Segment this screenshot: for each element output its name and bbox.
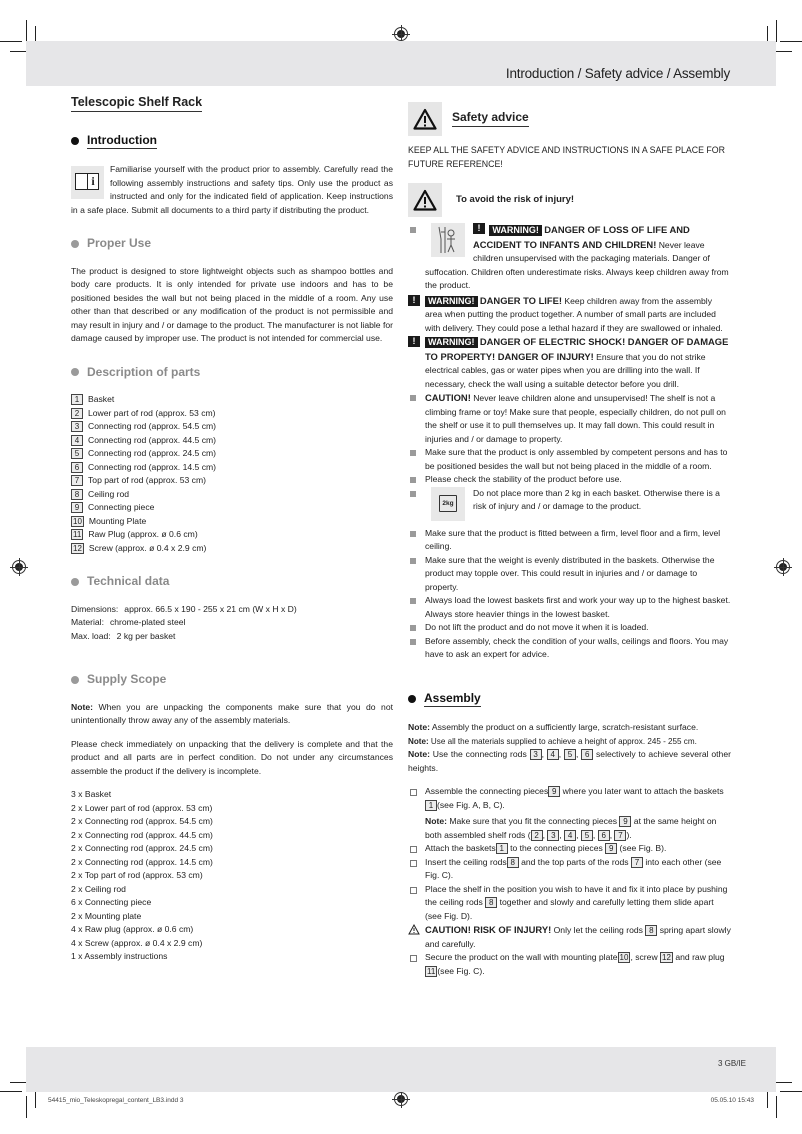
crop-mark — [0, 1091, 22, 1092]
crop-mark — [780, 1091, 802, 1092]
part-item: 9 Connecting piece — [71, 501, 393, 515]
crop-mark — [26, 1096, 27, 1118]
warning-danger-to-life: ! WARNING! DANGER TO LIFE! Keep children away from the assembly area when putting the product together. A number of small parts are included with delivery. They could pose a lethal hazard if they are swallowed or inhaled. — [408, 294, 731, 336]
part-item: 7 Top part of rod (approx. 53 cm) — [71, 474, 393, 488]
part-item: 8 Ceiling rod — [71, 488, 393, 502]
supply-check-text: Please check immediately on unpacking that the delivery is complete and that the product and all parts are in perfect condition. Do not under any circumstances assemble the product if the delivery is incomplete. — [71, 738, 393, 776]
supply-item: 4 x Screw (approx. ø 0.4 x 2.9 cm) — [71, 937, 203, 948]
section-heading-supply-scope: Supply Scope — [71, 673, 393, 687]
safety-bullet: Before assembly, check the condition of your walls, ceilings and floors. You may have to ask an expert for advice. — [408, 635, 731, 662]
bullet-dot-icon — [71, 578, 79, 586]
introduction-block — [71, 163, 393, 217]
warning-triangle-icon — [408, 183, 442, 217]
print-slug-date: 05.05.10 15:43 — [710, 1097, 754, 1104]
supply-item: 2 x Lower part of rod (approx. 53 cm) — [71, 802, 213, 813]
bullet-dot-icon — [408, 695, 416, 703]
crop-mark — [776, 20, 777, 42]
part-item: 6 Connecting rod (approx. 14.5 cm) — [71, 461, 393, 475]
part-item: 5 Connecting rod (approx. 24.5 cm) — [71, 447, 393, 461]
supply-item: 2 x Connecting rod (approx. 24.5 cm) — [71, 843, 213, 853]
registration-mark-left — [12, 560, 26, 574]
supply-item: 2 x Mounting plate — [71, 910, 142, 921]
part-item: 2 Lower part of rod (approx. 53 cm) — [71, 407, 393, 421]
warning-electric-shock: ! WARNING! DANGER OF ELECTRIC SHOCK! DANGER OF DAMAGE TO PROPERTY! DANGER OF INJURY! Ensure that you do not strike electrical cables, gas or water pipes when you are drilling into the wall. If necessary, check the wall using a suitable detector before you drill. — [408, 335, 731, 391]
registration-mark-right — [776, 560, 790, 574]
section-heading-safety: Safety advice — [408, 102, 731, 136]
assembly-step-5: Secure the product on the wall with mounting plate 10 , screw 12 and raw plug 11 (see Fig. C). — [408, 951, 731, 978]
safety-bullet: Make sure that the product is only assembled by competent persons and has to be positioned besides the wall but not being placed in the middle of a room. — [408, 446, 731, 473]
child-packaging-icon — [431, 223, 465, 257]
warning-triangle-icon — [408, 102, 442, 136]
supply-note: Note: When you are unpacking the components make sure that you do not unintentionally throw away any of the assembly materials. — [71, 701, 393, 725]
supply-item: 3 x Basket — [71, 789, 112, 799]
supply-item: 1 x Assembly instructions — [71, 951, 168, 961]
tech-row-material: Material: chrome-plated steel — [71, 617, 186, 627]
crop-mark — [0, 41, 22, 42]
read-manual-icon: i — [71, 166, 104, 199]
safety-bullet: Make sure that the product is fitted between a firm, level floor and a firm, level ceiling. — [408, 527, 731, 554]
tech-row-dimensions: Dimensions: approx. 66.5 x 190 - 255 x 21 cm (W x H x D) — [71, 603, 297, 614]
supply-item: 6 x Connecting piece — [71, 897, 152, 907]
section-heading-proper-use: Proper Use — [71, 237, 393, 251]
assembly-note-3: Note: Use the connecting rods 3 , 4 , 5 , 6 selectively to achieve several other heights. — [408, 749, 731, 773]
right-column — [408, 102, 731, 978]
part-item: 4 Connecting rod (approx. 44.5 cm) — [71, 434, 393, 448]
assembly-step-1-note: Note: Make sure that you fit the connecting pieces 9 at the same height on both assembled shelf rods ( 2 , 3 , 4 , 5 , 6 , 7 ). — [425, 816, 717, 840]
injury-heading: To avoid the risk of injury! — [408, 183, 731, 217]
bullet-dot-icon — [71, 137, 79, 145]
registration-mark-top — [394, 27, 408, 41]
supply-item: 2 x Connecting rod (approx. 44.5 cm) — [71, 829, 213, 840]
registration-mark-bottom — [394, 1092, 408, 1106]
crop-mark — [780, 41, 802, 42]
supply-item: 2 x Connecting rod (approx. 14.5 cm) — [71, 856, 213, 867]
section-heading-introduction: Introduction — [71, 134, 393, 150]
page-footer — [26, 1047, 776, 1092]
section-heading-parts: Description of parts — [71, 366, 393, 380]
part-item: 1 Basket — [71, 393, 393, 407]
crop-mark — [774, 51, 792, 52]
document-title: Telescopic Shelf Rack — [71, 96, 202, 112]
safety-bullet: Always load the lowest baskets first and work your way up to the highest basket. Always store heavier things in the lowest basket. — [408, 594, 731, 621]
tech-row-max-load: Max. load: 2 kg per basket — [71, 630, 176, 641]
supply-list — [71, 788, 393, 964]
page-header — [26, 41, 776, 86]
assembly-step-4: Place the shelf in the position you wish to have it and fix it into place by pushing the ceiling rods 8 together and slowly and carefully letting them slide apart (see Fig. D). — [408, 883, 731, 924]
supply-item: 2 x Ceiling rod — [71, 883, 126, 894]
bullet-dot-icon — [71, 676, 79, 684]
section-heading-assembly: Assembly — [408, 692, 731, 708]
supply-item: 2 x Connecting rod (approx. 54.5 cm) — [71, 816, 213, 826]
assembly-note-1: Note: Assembly the product on a sufficiently large, scratch-resistant surface. — [408, 722, 699, 732]
assembly-note-2: Note: Use all the materials supplied to achieve a height of approx. 245 - 255 cm. — [408, 736, 697, 746]
safety-bullet: Please check the stability of the product before use. — [408, 473, 731, 487]
crop-mark — [35, 1090, 36, 1108]
assembly-step-2: Attach the baskets 1 to the connecting pieces 9 (see Fig. B). — [408, 842, 731, 856]
warning-infants: ! WARNING! DANGER OF LOSS OF LIFE AND ACCIDENT TO INFANTS AND CHILDREN! Never leave children unsupervised with the packaging materials. Danger of suffocation. Children often underestimate risks. Always keep children away from the product. — [408, 223, 731, 293]
proper-use-text: The product is designed to store lightweight objects such as shampoo bottles and body care products. It is only intended for private use indoors and has to be positioned besides the wall but not being placed in the middle of a room. Any use other than that described or any modification of the product is not permissible and may result in injury and / or damage to the product. The manufacturer is not liable for damage caused by improper use. The product is not intended for commercial use. — [71, 265, 393, 343]
bullet-dot-icon — [71, 240, 79, 248]
introduction-text: Familiarise yourself with the product prior to assembly. Carefully read the following assembly instructions and safety tips. Only use the product as instructed and only for the indicated field of application. Keep instructions in a safe place. Submit all documents to a third party if distributing the product. — [71, 164, 393, 215]
crop-mark — [774, 1082, 792, 1083]
warning-badge-icon — [408, 295, 420, 306]
crop-mark — [767, 1090, 768, 1108]
warning-badge-icon — [473, 223, 485, 234]
keep-instructions-text: KEEP ALL THE SAFETY ADVICE AND INSTRUCTIONS IN A SAFE PLACE FOR FUTURE REFERENCE! — [408, 145, 725, 169]
caution-triangle-icon — [408, 924, 420, 935]
part-item: 12 Screw (approx. ø 0.4 x 2.9 cm) — [73, 542, 207, 553]
page-number: 3 GB/IE — [717, 1059, 746, 1068]
crop-mark — [776, 1096, 777, 1118]
section-heading-technical-data: Technical data — [71, 575, 393, 589]
assembly-caution: CAUTION! RISK OF INJURY! Only let the ceiling rods 8 spring apart slowly and carefully. — [408, 923, 731, 951]
page-header-title: Introduction / Safety advice / Assembly — [505, 66, 730, 81]
supply-item: 2 x Top part of rod (approx. 53 cm) — [71, 870, 203, 880]
part-item: 10 Mounting Plate — [73, 515, 147, 526]
parts-list — [71, 393, 393, 555]
left-column — [71, 96, 393, 964]
safety-bullet: Do not lift the product and do not move it when it is loaded. — [408, 621, 731, 635]
assembly-step-3: Insert the ceiling rods 8 and the top parts of the rods 7 into each other (see Fig. C). — [408, 856, 731, 883]
weight-2kg-icon: 2kg — [431, 487, 465, 521]
part-item: 11 Raw Plug (approx. ø 0.6 cm) — [73, 529, 198, 540]
print-slug-file: 54415_mio_Teleskopregal_content_LB3.indd 3 — [48, 1097, 184, 1104]
max-load-warning: 2kg Do not place more than 2 kg in each basket. Otherwise there is a risk of injury and / or damage to the product. — [408, 487, 731, 527]
safety-bullet: Make sure that the weight is evenly distributed in the baskets. Otherwise the product may topple over. This could result in injuries and / or damage to property. — [408, 554, 731, 595]
crop-mark — [26, 20, 27, 42]
warning-badge-icon — [408, 336, 420, 347]
assembly-step-1: Assemble the connecting pieces 9 where you later want to attach the baskets 1 (see Fig. A, B, C). — [408, 785, 731, 812]
caution-children: CAUTION! Never leave children alone and unsupervised! The shelf is not a climbing frame or toy! Make sure that people, especially children, do not pull on the shelf or use it to pull themselves up. It may fall down. This could result in injuries and / or damage to property. — [408, 391, 731, 446]
supply-item: 4 x Raw plug (approx. ø 0.6 cm) — [71, 924, 194, 934]
bullet-dot-icon — [71, 368, 79, 376]
part-item: 3 Connecting rod (approx. 54.5 cm) — [71, 420, 393, 434]
technical-data — [71, 603, 393, 644]
